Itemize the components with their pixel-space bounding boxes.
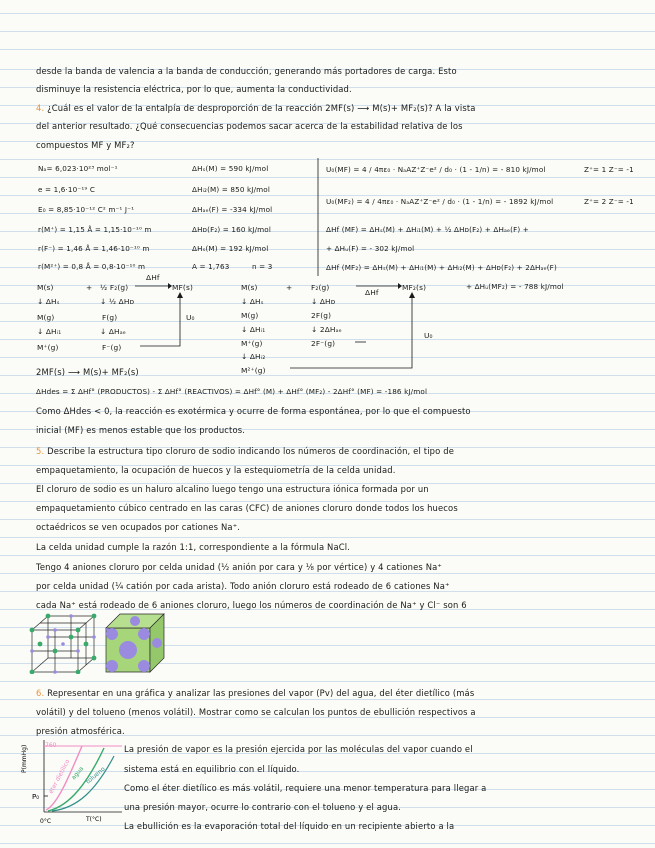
nacl-ball-stick-diagram: [28, 612, 100, 674]
lattice-energy-mf2: U₀(MF₂) = 4 / 4πε₀ · NₐAZ⁺Z⁻e² / d₀ · (1 - 1/n) = - 1892 kJ/mol: [326, 197, 554, 206]
cycle2-lattice-arrowhead: [409, 292, 415, 298]
enthalpy-ionization-2: ΔHᵢ₂(M) = 850 kJ/mol: [192, 185, 270, 194]
cycle2-lattice-path: [290, 296, 412, 368]
cycle1-mf-solid: MF(s): [172, 283, 193, 292]
intro-line-2: disminuye la resistencia eléctrica, por lo que, aumenta la conductividad.: [36, 84, 352, 94]
madelung-constant: A = 1,763: [192, 262, 230, 271]
radius-m-plus: r(M⁺) = 1,15 Å = 1,15·10⁻¹⁰ m: [38, 225, 152, 234]
cycle1-metal-solid: M(s): [37, 283, 54, 292]
question-4-text: ¿Cuál es el valor de la entalpía de desproporción de la reacción 2MF(s) ⟶ M(s)+ MF₂(s)? A la vista: [47, 103, 476, 113]
cycle1-formation-label: ΔHf: [146, 273, 160, 282]
enthalpy-sublimation: ΔHₛ(M) = 590 kJ/mol: [192, 164, 269, 173]
question-4-number: 4.: [36, 103, 45, 113]
question-4-line-2: del anterior resultado. ¿Qué consecuencias podemos sacar acerca de la estabilidad relativa de los: [36, 121, 463, 131]
lattice-energy-mf: U₀(MF) = 4 / 4πε₀ · NₐAZ⁺Z⁻e² / d₀ · (1 - 1/n) = - 810 kJ/mol: [326, 165, 546, 174]
radius-m-2plus: r(M²⁺) = 0,8 Å = 0,8·10⁻¹⁰ m: [38, 262, 146, 271]
nacl-space-filling-diagram: [104, 612, 166, 674]
conclusion-line-2: inicial (MF) es menos estable que los productos.: [36, 425, 246, 435]
cycle2-ionization1-step: ↓ ΔHᵢ₁: [241, 325, 266, 334]
answer-5-line-5: Tengo 4 aniones cloruro por celda unidad (½ anión por cara y ⅛ por vértice) y 4 cationes Na⁺: [36, 562, 442, 572]
answer-6-line-2: sistema está en equilibrio con el líquido.: [124, 764, 300, 774]
cycle2-mf2-solid: MF₂(s): [402, 283, 427, 292]
enthalpy-electron-affinity: ΔHₐₑ(F) = -334 kJ/mol: [192, 205, 273, 214]
cycle2-fluorine-atoms: 2F(g): [311, 311, 332, 320]
answer-6-line-3: Como el éter dietílico es más volátil, requiere una menor temperatura para llegar a: [124, 783, 487, 793]
answer-6-line-4: una presión mayor, ocurre lo contrario con el tolueno y el agua.: [124, 802, 402, 812]
cycle2-fluoride-anions: 2F⁻(g): [311, 339, 336, 348]
question-6-line-1: [36, 688, 474, 699]
cycle2-formation-arrowhead: [398, 283, 402, 289]
graph-760-label: 760: [45, 742, 57, 749]
graph-x-label: T(°C): [86, 816, 102, 823]
enthalpy-sublimation-2: ΔHₛ(M) = 192 kJ/mol: [192, 244, 269, 253]
conclusion-line-1: Como ΔHdes < 0, la reacción es exotérmica y ocurre de forma espontánea, por lo que el compuesto: [36, 406, 471, 416]
cycle1-plus: +: [86, 283, 93, 292]
charges-mf: Z⁺= 1 Z⁻= -1: [584, 165, 634, 174]
cycle2-lattice-label: U₀: [424, 331, 433, 340]
vapor-pressure-graph: [18, 734, 130, 828]
cycle2-dissociation-step: ↓ ΔHᴅ: [311, 297, 336, 306]
cycle1-lattice-arrowhead: [177, 292, 183, 298]
answer-5-line-7: cada Na⁺ está rodeado de 6 aniones cloruro, luego los números de coordinación de Na⁺ y Cl⁻ son 6: [36, 600, 467, 610]
toluene-label: tolueno: [84, 765, 107, 786]
answer-5-line-2: empaquetamiento cúbico centrado en las caras (CFC) de aniones cloruro donde todos los huecos: [36, 503, 458, 513]
cycle1-affinity-step: ↓ ΔHₐₑ: [100, 327, 127, 336]
cycle2-metal-gas: M(g): [241, 311, 259, 320]
question-5-line-2: empaquetamiento, la ocupación de huecos y la estequiometría de la celda unidad.: [36, 465, 396, 475]
avogadro-constant: Nₐ= 6,023·10²³ mol⁻¹: [38, 164, 118, 173]
cycle2-formation-label: ΔHf: [365, 288, 379, 297]
charges-mf2: Z⁺= 2 Z⁻= -1: [584, 197, 634, 206]
vacuum-permittivity: E₀ = 8,85·10⁻¹² C² m⁻¹ J⁻¹: [38, 205, 135, 214]
cycle1-sublimation-step: ↓ ΔHₛ: [37, 297, 60, 306]
question-6-line-2: volátil) y del tolueno (menos volátil). Mostrar como se calculan los puntos de ebullición respectivos a: [36, 707, 476, 717]
elementary-charge: e = 1,6·10⁻¹⁹ C: [38, 185, 95, 194]
answer-6-line-1: La presión de vapor es la presión ejercida por las moléculas del vapor cuando el: [124, 744, 473, 754]
cycle1-ionization-step: ↓ ΔHᵢ₁: [37, 327, 62, 336]
cycle1-metal-gas: M(g): [37, 313, 55, 322]
born-exponent: n = 3: [252, 262, 273, 271]
water-label: agua: [70, 765, 86, 782]
cycle1-fluoride-anion: F⁻(g): [102, 343, 122, 352]
cycle1-lattice-path: [140, 296, 180, 346]
answer-6-line-5: La ebullición es la evaporación total del líquido en un recipiente abierto a la: [124, 821, 455, 831]
cycle1-formation-arrowhead: [168, 283, 172, 289]
cycle2-ionization2-step: ↓ ΔHᵢ₂: [241, 352, 266, 361]
question-6-text: Representar en una gráfica y analizar las presiones del vapor (Pv) del agua, del éter dietílico (más: [47, 688, 475, 698]
cycle2-sublimation-step: ↓ ΔHₛ: [241, 297, 264, 306]
cycle1-lattice-label: U₀: [186, 313, 195, 322]
question-6-line-3: presión atmosférica.: [36, 726, 125, 736]
cycle2-metal-cation: M⁺(g): [241, 339, 263, 348]
question-4-line-3: compuestos MF y MF₂?: [36, 140, 135, 150]
question-5-number: 5.: [36, 446, 45, 456]
disproportionation-enthalpy: ΔHdes = Σ ΔHf° (PRODUCTOS) - Σ ΔHf° (REACTIVOS) = ΔHf° (M) + ΔHf° (MF₂) - 2ΔHf° (MF) = -186 kJ/mol: [36, 387, 428, 396]
cycle2-affinity-step: ↓ 2ΔHₐₑ: [311, 325, 342, 334]
answer-5-line-1: El cloruro de sodio es un haluro alcalino luego tengo una estructura iónica formada por un: [36, 484, 429, 494]
formation-enthalpy-mf2-2: + ΔHᵤ(MF₂) = - 788 kJ/mol: [466, 282, 564, 291]
enthalpy-dissociation: ΔHᴅ(F₂) = 160 kJ/mol: [192, 225, 271, 234]
formation-enthalpy-mf2-1: ΔHf (MF₂) = ΔHₛ(M) + ΔHᵢ₁(M) + ΔHᵢ₂(M) + ΔHᴅ(F₂) + 2ΔHₐₑ(F): [326, 263, 557, 272]
cycle2-fluorine-gas: F₂(g): [311, 283, 330, 292]
answer-5-line-3: octaédricos se ven ocupados por cationes Na⁺.: [36, 522, 241, 532]
cycle1-dissociation-step: ↓ ½ ΔHᴅ: [100, 297, 135, 306]
answer-5-line-6: por celda unidad (¼ catión por cada arista). Todo anión cloruro está rodeado de 6 cationes Na⁺: [36, 581, 450, 591]
cycle2-metal-dication: M²⁺(g): [241, 366, 266, 375]
cycle2-plus: +: [286, 283, 293, 292]
question-6-number: 6.: [36, 688, 45, 698]
answer-5-line-4: La celda unidad cumple la razón 1:1, correspondiente a la fórmula NaCl.: [36, 542, 351, 552]
disproportionation-reaction: 2MF(s) ⟶ M(s)+ MF₂(s): [36, 367, 139, 377]
cycle1-half-fluorine: ½ F₂(g): [100, 283, 129, 292]
question-5-line-1: [36, 446, 454, 457]
graph-p0-label: P₀: [32, 793, 40, 801]
cycle1-metal-cation: M⁺(g): [37, 343, 59, 352]
formation-enthalpy-mf-2: + ΔHᵤ(F) = - 302 kJ/mol: [326, 244, 415, 253]
formation-enthalpy-mf-1: ΔHf (MF) = ΔHₛ(M) + ΔHᵢ₁(M) + ½ ΔHᴅ(F₂) + ΔHₐₑ(F) +: [326, 225, 529, 234]
cycle2-metal-solid: M(s): [241, 283, 258, 292]
question-5-text: Describe la estructura tipo cloruro de sodio indicando los números de coordinación, el tipo de: [47, 446, 455, 456]
ether-label: éter dietílico: [47, 758, 72, 795]
radius-f-minus: r(F⁻) = 1,46 Å = 1,46·10⁻¹⁰ m: [38, 244, 150, 253]
cycle1-fluorine-gas: F(g): [102, 313, 118, 322]
graph-x0-label: 0°C: [40, 818, 52, 825]
graph-y-label: P(mmHg): [21, 744, 28, 773]
intro-line-1: desde la banda de valencia a la banda de conducción, generando más portadores de carga. Esto: [36, 66, 457, 76]
